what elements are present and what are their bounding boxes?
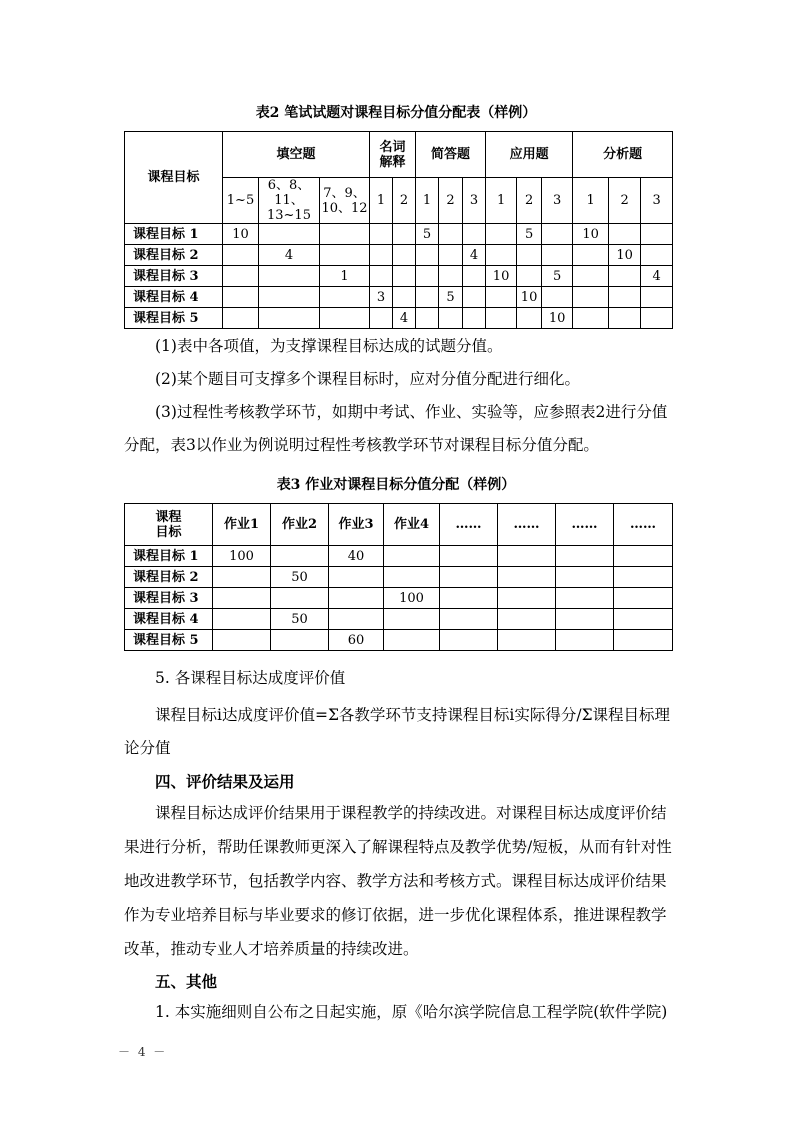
cell	[517, 266, 542, 287]
cell: 40	[329, 546, 384, 567]
cell: 10	[542, 308, 573, 329]
group-label-line: 名词	[379, 139, 406, 155]
table2-subheader: 3	[463, 178, 486, 224]
cell: 10	[609, 245, 641, 266]
table3	[124, 503, 673, 651]
table3-header: 作业2	[271, 504, 329, 546]
cell	[556, 567, 614, 588]
cell: 10	[573, 224, 609, 245]
table-row	[125, 245, 673, 266]
cell: 100	[213, 546, 271, 567]
table2	[124, 131, 673, 329]
cell	[416, 266, 439, 287]
table-row	[125, 546, 673, 567]
row-label: 课程目标 4	[125, 609, 213, 630]
cell	[384, 609, 440, 630]
cell	[641, 287, 673, 308]
cell	[440, 546, 498, 567]
cell	[259, 224, 320, 245]
table2-group-header: 分析题	[573, 132, 673, 178]
cell	[556, 588, 614, 609]
cell	[370, 224, 393, 245]
cell	[271, 588, 329, 609]
table-row	[125, 308, 673, 329]
table-row	[125, 224, 673, 245]
corner-line: 目标	[155, 524, 182, 540]
table-row	[125, 609, 673, 630]
cell	[213, 630, 271, 651]
table2-subheader: 3	[542, 178, 573, 224]
table2-subheader	[320, 178, 370, 224]
row-label: 课程目标 2	[125, 245, 223, 266]
cell	[213, 609, 271, 630]
table2-subheader: 2	[393, 178, 416, 224]
cell	[213, 588, 271, 609]
cell	[223, 266, 259, 287]
cell	[614, 546, 673, 567]
cell	[223, 308, 259, 329]
table-row	[125, 630, 673, 651]
cell: 5	[517, 224, 542, 245]
cell	[416, 287, 439, 308]
table2-subheader: 1	[573, 178, 609, 224]
cell	[517, 245, 542, 266]
cell	[463, 308, 486, 329]
table2-group-header: 填空题	[223, 132, 370, 178]
cell: 4	[463, 245, 486, 266]
cell	[223, 245, 259, 266]
table2-group-header	[370, 132, 416, 178]
cell	[486, 308, 517, 329]
cell	[498, 609, 556, 630]
cell	[614, 609, 673, 630]
cell	[614, 588, 673, 609]
cell	[320, 245, 370, 266]
cell	[440, 588, 498, 609]
subheader-line: 13~15	[267, 208, 311, 223]
table2-subheader: 2	[439, 178, 463, 224]
cell	[463, 287, 486, 308]
cell	[609, 224, 641, 245]
cell	[542, 224, 573, 245]
table2-caption: 表2 笔试试题对课程目标分值分配表（样例）	[255, 105, 537, 121]
cell	[384, 567, 440, 588]
subheader-line: 10、12	[321, 200, 368, 216]
table-row	[125, 287, 673, 308]
table3-header: 作业3	[329, 504, 384, 546]
cell	[271, 630, 329, 651]
other-item-1: 1. 本实施细则自公布之日起实施，原《哈尔滨学院信息工程学院(软件学院)	[155, 1003, 668, 1021]
row-label: 课程目标 2	[125, 567, 213, 588]
cell	[463, 266, 486, 287]
cell	[573, 245, 609, 266]
cell	[641, 308, 673, 329]
section-5-formula: 课程目标i达成度评价值=Σ各教学环节支持课程目标i实际得分/Σ课程目标理论分值	[124, 706, 671, 757]
row-label: 课程目标 5	[125, 630, 213, 651]
table3-header: 作业4	[384, 504, 440, 546]
cell	[609, 266, 641, 287]
table3-header: ……	[440, 504, 498, 546]
cell	[384, 546, 440, 567]
cell	[641, 224, 673, 245]
cell	[573, 308, 609, 329]
cell	[384, 630, 440, 651]
table3-header: ……	[498, 504, 556, 546]
cell	[517, 308, 542, 329]
cell	[463, 224, 486, 245]
page-number: － 4 －	[118, 1045, 168, 1059]
cell	[542, 287, 573, 308]
table3-corner	[125, 504, 213, 546]
cell	[486, 245, 517, 266]
cell	[213, 567, 271, 588]
cell	[542, 245, 573, 266]
cell	[440, 630, 498, 651]
cell	[556, 546, 614, 567]
note-1: (1)表中各项值，为支撑课程目标达成的试题分值。	[155, 337, 503, 355]
cell	[329, 567, 384, 588]
cell	[573, 287, 609, 308]
cell	[498, 588, 556, 609]
note-3: (3)过程性考核教学环节，如期中考试、作业、实验等，应参照表2进行分值分配，表3以作业为例说明过程性考核教学环节对课程目标分值分配。	[124, 403, 668, 454]
cell	[393, 245, 416, 266]
section-4-heading: 四、评价结果及运用	[155, 772, 295, 791]
cell	[416, 308, 439, 329]
cell: 100	[384, 588, 440, 609]
cell	[440, 609, 498, 630]
cell: 5	[439, 287, 463, 308]
cell	[370, 245, 393, 266]
table2-subheader: 1~5	[223, 178, 259, 224]
cell	[609, 287, 641, 308]
cell	[439, 266, 463, 287]
cell: 50	[271, 609, 329, 630]
cell	[393, 266, 416, 287]
cell	[259, 266, 320, 287]
cell	[614, 567, 673, 588]
cell	[329, 609, 384, 630]
cell	[556, 630, 614, 651]
table2-subheader: 2	[517, 178, 542, 224]
table3-caption: 表3 作业对课程目标分值分配（样例）	[276, 477, 516, 493]
table3-header: ……	[556, 504, 614, 546]
cell	[370, 308, 393, 329]
section-other-heading: 五、其他	[155, 972, 218, 991]
cell	[320, 308, 370, 329]
table3-header: ……	[614, 504, 673, 546]
cell	[573, 266, 609, 287]
table2-subheader: 1	[416, 178, 439, 224]
table2-group-header: 应用题	[486, 132, 573, 178]
cell	[439, 224, 463, 245]
cell: 1	[320, 266, 370, 287]
cell	[320, 287, 370, 308]
section-5-title: 5. 各课程目标达成度评价值	[155, 669, 346, 687]
row-label: 课程目标 4	[125, 287, 223, 308]
cell	[329, 588, 384, 609]
cell	[641, 245, 673, 266]
cell	[440, 567, 498, 588]
table2-subheader: 3	[641, 178, 673, 224]
cell	[259, 287, 320, 308]
row-label: 课程目标 5	[125, 308, 223, 329]
cell: 4	[393, 308, 416, 329]
cell	[416, 245, 439, 266]
table3-header: 作业1	[213, 504, 271, 546]
cell	[439, 245, 463, 266]
table-row	[125, 266, 673, 287]
cell	[498, 546, 556, 567]
cell	[259, 308, 320, 329]
cell	[498, 567, 556, 588]
corner-line: 课程	[155, 509, 182, 525]
table2-subheader: 1	[486, 178, 517, 224]
cell	[614, 630, 673, 651]
note-2: (2)某个题目可支撑多个课程目标时，应对分值分配进行细化。	[155, 370, 580, 388]
row-label: 课程目标 3	[125, 266, 223, 287]
cell: 5	[416, 224, 439, 245]
cell	[556, 609, 614, 630]
cell: 3	[370, 287, 393, 308]
cell: 4	[641, 266, 673, 287]
cell	[393, 287, 416, 308]
cell	[439, 308, 463, 329]
cell: 60	[329, 630, 384, 651]
row-label: 课程目标 1	[125, 546, 213, 567]
cell	[486, 224, 517, 245]
cell	[320, 224, 370, 245]
cell	[370, 266, 393, 287]
group-label-line: 解释	[379, 154, 406, 170]
cell: 4	[259, 245, 320, 266]
cell: 50	[271, 567, 329, 588]
cell	[393, 224, 416, 245]
cell: 5	[542, 266, 573, 287]
row-label: 课程目标 1	[125, 224, 223, 245]
cell: 10	[223, 224, 259, 245]
subheader-line: 7、9、	[323, 185, 366, 201]
cell	[486, 287, 517, 308]
subheader-line: 6、8、11、	[267, 178, 311, 208]
cell: 10	[517, 287, 542, 308]
cell	[498, 630, 556, 651]
table-row	[125, 567, 673, 588]
section-4-body: 课程目标达成评价结果用于课程教学的持续改进。对课程目标达成度评价结果进行分析，帮助任课教师更深入了解课程特点及教学优势/短板，从而有针对性地改进教学环节，包括教学内容、教学方法和考核方式。课程目标达成评价结果作为专业培养目标与毕业要求的修订依据，进一步优化课程体系，推进课程教学改革，推动专业人才培养质量的持续改进。	[124, 804, 672, 958]
table2-corner: 课程目标	[125, 132, 223, 224]
table2-subheader: 2	[609, 178, 641, 224]
cell	[271, 546, 329, 567]
cell	[609, 308, 641, 329]
cell: 10	[486, 266, 517, 287]
row-label: 课程目标 3	[125, 588, 213, 609]
table-row	[125, 588, 673, 609]
table2-subheader	[259, 178, 320, 224]
cell	[223, 287, 259, 308]
table2-subheader: 1	[370, 178, 393, 224]
table2-group-header: 简答题	[416, 132, 486, 178]
